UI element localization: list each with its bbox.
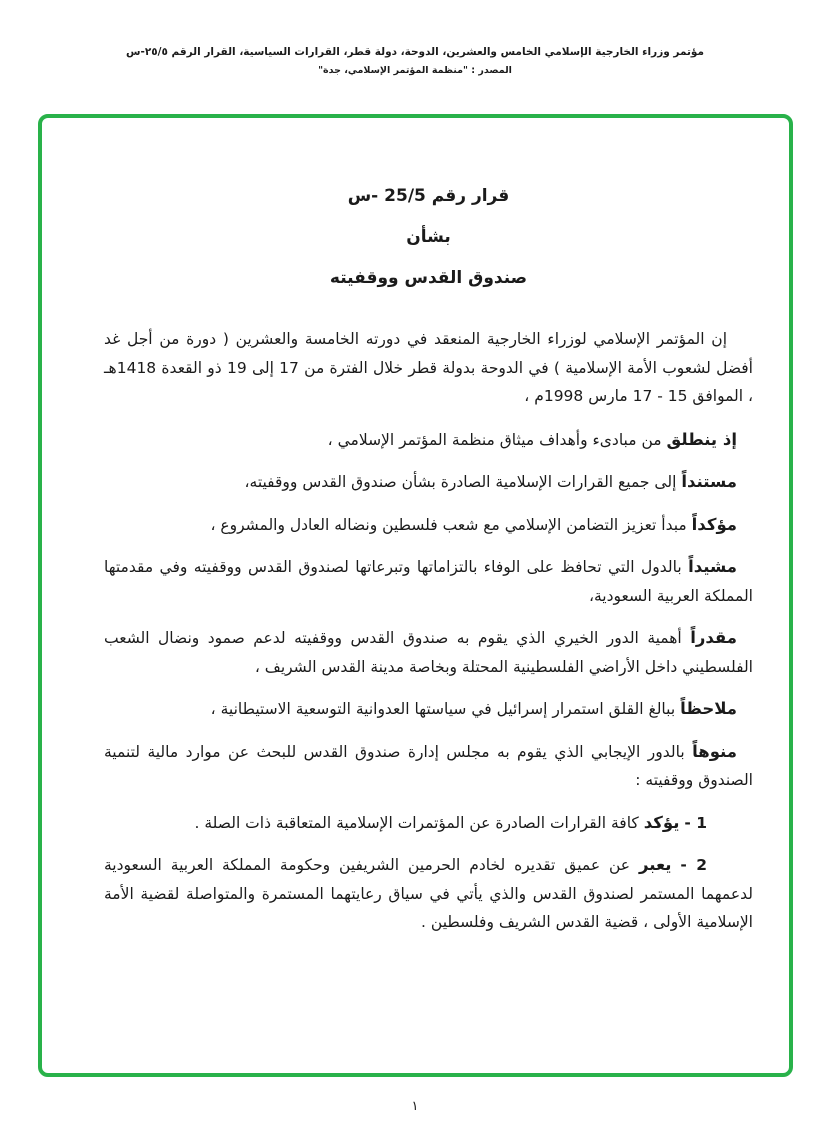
clause-text: بالدول التي تحافظ على الوفاء بالتزاماتها وتبرعاتها لصندوق القدس ووقفيته وفي مقدمتها المملكة العربية السعودية، — [104, 558, 753, 605]
clause-lead: منوهاً — [692, 741, 737, 761]
clause-lead: مقدراً — [690, 628, 737, 647]
document-source-header — [0, 0, 830, 76]
operative-item — [104, 851, 753, 937]
clause-lead: إذ ينطلق — [666, 429, 737, 449]
resolution-body — [42, 118, 789, 937]
header-citation-line: مؤتمر وزراء الخارجية الإسلامي الخامس والعشرين، الدوحة، دولة قطر، القرارات السياسية، القرار الرقم ٢٥/٥-س — [125, 46, 705, 58]
clause-text: أهمية الدور الخيري الذي يقوم به صندوق القدس ووقفيته لدعم صمود ونضال الشعب الفلسطيني داخل الأراضي الفلسطينية المحتلة وبخاصة مدينة القدس الشريف ، — [104, 629, 753, 676]
item-text: كافة القرارات الصادرة عن المؤتمرات الإسلامية المتعاقبة ذات الصلة . — [194, 813, 639, 832]
clause-text: من مبادىء وأهداف ميثاق منظمة المؤتمر الإسلامي ، — [327, 430, 662, 449]
document-border-frame — [38, 114, 793, 1077]
item-lead: يؤكد — [643, 812, 680, 832]
resolution-subject: صندوق القدس ووقفيته — [329, 268, 528, 288]
preambular-clause — [104, 426, 753, 455]
clause-text: بالدور الإيجابي الذي يقوم به مجلس إدارة صندوق القدس للبحث عن موارد مالية لتنمية الصندوق ووقفيته : — [104, 742, 753, 789]
preambular-clause — [104, 468, 753, 497]
clause-lead: مستنداً — [681, 472, 737, 491]
item-number: 2 - — [680, 856, 707, 874]
preambular-clause — [104, 624, 753, 681]
clause-lead: ملاحظاً — [680, 699, 737, 718]
clause-lead: مشيداً — [688, 557, 737, 576]
resolution-title-block — [104, 176, 753, 299]
preambular-clause — [104, 511, 753, 540]
clause-lead: مؤكداً — [691, 514, 737, 534]
operative-item — [104, 809, 753, 838]
preambular-clause — [104, 738, 753, 795]
clause-text: مبدأ تعزيز التضامن الإسلامي مع شعب فلسطين ونضاله العادل والمشروع ، — [210, 515, 687, 534]
item-text: عن عميق تقديره لخادم الحرمين الشريفين وحكومة المملكة العربية السعودية لدعمهما المستمر لصندوق القدس والذي يأتي في سياق رعايتهما المستمرة والمتواصلة لقضية الأمة الإسلامية الأولى ، قضية القدس الشريف وفلسطين . — [104, 856, 753, 931]
resolution-subject-label: بشأن — [406, 227, 451, 247]
item-number: 1 - — [684, 813, 707, 832]
item-lead: يعبر — [638, 855, 672, 874]
preambular-clause — [104, 695, 753, 724]
resolution-number: قرار رقم 25/5 -س — [347, 186, 510, 206]
preamble-paragraph: إن المؤتمر الإسلامي لوزراء الخارجية المنعقد في دورته الخامسة والعشرين ( دورة من أجل غد أفضل لشعوب الأمة الإسلامية ) في الدوحة بدولة قطر خلال الفترة من 17 إلى 19 ذو القعدة 1418هـ ، الموافق 15 - 17 مارس 1998م ، — [104, 330, 753, 405]
clause-text: إلى جميع القرارات الإسلامية الصادرة بشأن صندوق القدس ووقفيته، — [244, 473, 677, 491]
header-source-line: المصدر : "منظمة المؤتمر الإسلامي، جدة" — [318, 65, 512, 76]
page-number: ١ — [411, 1099, 419, 1114]
preambular-clause — [104, 553, 753, 610]
clause-text: ببالغ القلق استمرار إسرائيل في سياستها العدوانية التوسعية الاستيطانية ، — [210, 700, 676, 718]
